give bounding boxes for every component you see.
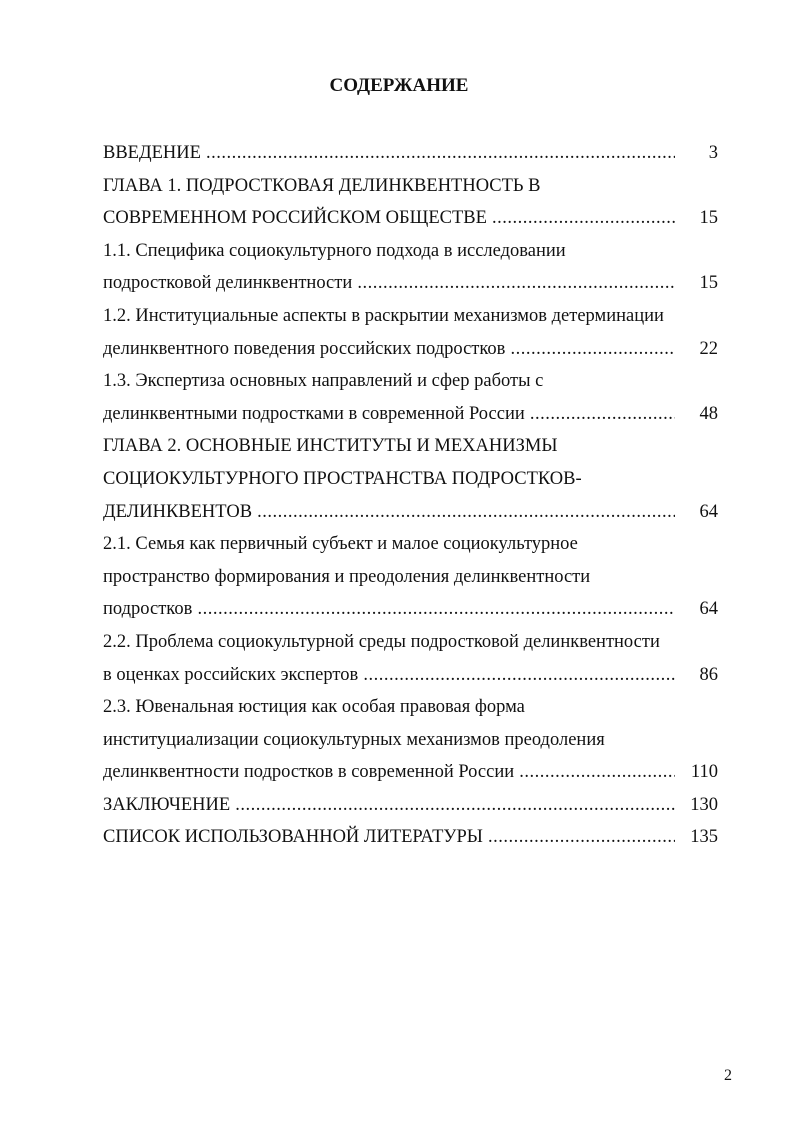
toc-entry-page: 15 (699, 273, 718, 294)
toc-entry-text: ДЕЛИНКВЕНТОВ ..... (103, 496, 675, 529)
toc-entry-page: 15 (699, 208, 718, 229)
toc-entry (103, 821, 723, 854)
toc-entry-page: 64 (699, 599, 718, 620)
page-number: 2 (724, 1067, 732, 1084)
toc-entry (103, 756, 723, 789)
toc-entry-page: 64 (699, 501, 718, 522)
toc-entry-text: ВВЕДЕНИЕ ..... (103, 137, 675, 170)
toc-entry (103, 300, 723, 333)
toc-entry (103, 235, 723, 268)
toc-entry-text: 2.2. Проблема социокультурной среды подростковой делинквентности (103, 631, 660, 652)
toc-entry-text: пространство формирования и преодоления делинквентности (103, 566, 591, 587)
toc-entry-page: 86 (699, 664, 718, 685)
toc-entry-text: 2.1. Семья как первичный субъект и малое социокультурное (103, 534, 578, 555)
toc-entry-page: 110 (690, 762, 718, 783)
toc-entry (103, 561, 723, 594)
toc-entry-page: 22 (699, 338, 718, 359)
toc-entry-text: делинквентными подростками в современной России ..... (103, 398, 675, 431)
toc-entry-text: ГЛАВА 1. ПОДРОСТКОВАЯ ДЕЛИНКВЕНТНОСТЬ В (103, 175, 541, 196)
toc-entry-text: ГЛАВА 2. ОСНОВНЫЕ ИНСТИТУТЫ И МЕХАНИЗМЫ (103, 436, 558, 457)
toc-entry-text: СПИСОК ИСПОЛЬЗОВАННОЙ ЛИТЕРАТУРЫ ..... (103, 821, 675, 854)
toc-entry (103, 724, 723, 757)
toc-entry (103, 528, 723, 561)
toc-entry (103, 463, 723, 496)
toc-entry (103, 430, 723, 463)
toc-entry (103, 365, 723, 398)
toc-entry (103, 333, 723, 366)
toc-entry (103, 659, 723, 692)
toc-entry (103, 170, 723, 203)
toc-entry-text: подростковой делинквентности ..... (103, 267, 675, 300)
toc-entry (103, 691, 723, 724)
toc-entry (103, 593, 723, 626)
toc-entry-text: делинквентности подростков в современной России ..... (103, 756, 675, 789)
toc-entry-text: СОЦИОКУЛЬТУРНОГО ПРОСТРАНСТВА ПОДРОСТКОВ- (103, 468, 582, 489)
toc-entry (103, 626, 723, 659)
toc-entry-text: ЗАКЛЮЧЕНИЕ ..... (103, 789, 675, 822)
toc-entry (103, 398, 723, 431)
toc-entry (103, 496, 723, 529)
toc-entry (103, 267, 723, 300)
toc-entry (103, 202, 723, 235)
toc-entry-page: 3 (708, 143, 718, 163)
toc-entry-text: 1.2. Институциальные аспекты в раскрытии механизмов детерминации (103, 305, 664, 326)
toc-entry-text: 2.3. Ювенальная юстиция как особая правовая форма (103, 697, 525, 718)
toc-entry-text: делинквентного поведения российских подростков ..... (103, 333, 675, 366)
toc-entry-text: подростков ..... (103, 593, 675, 626)
page-title: СОДЕРЖАНИЕ (329, 75, 469, 96)
toc-entry (103, 789, 723, 822)
table-of-contents (103, 137, 723, 854)
toc-entry-text: в оценках российских экспертов ..... (103, 659, 675, 692)
toc-entry (103, 137, 723, 170)
toc-entry-text: институциализации социокультурных механизмов преодоления (103, 729, 605, 750)
toc-entry-text: 1.3. Экспертиза основных направлений и сфер работы с (103, 371, 544, 392)
toc-entry-page: 48 (699, 403, 718, 424)
toc-entry-text: СОВРЕМЕННОМ РОССИЙСКОМ ОБЩЕСТВЕ ..... (103, 202, 675, 235)
toc-entry-text: 1.1. Специфика социокультурного подхода в исследовании (103, 240, 566, 261)
toc-entry-page: 130 (690, 794, 718, 815)
toc-entry-page: 135 (690, 827, 718, 848)
